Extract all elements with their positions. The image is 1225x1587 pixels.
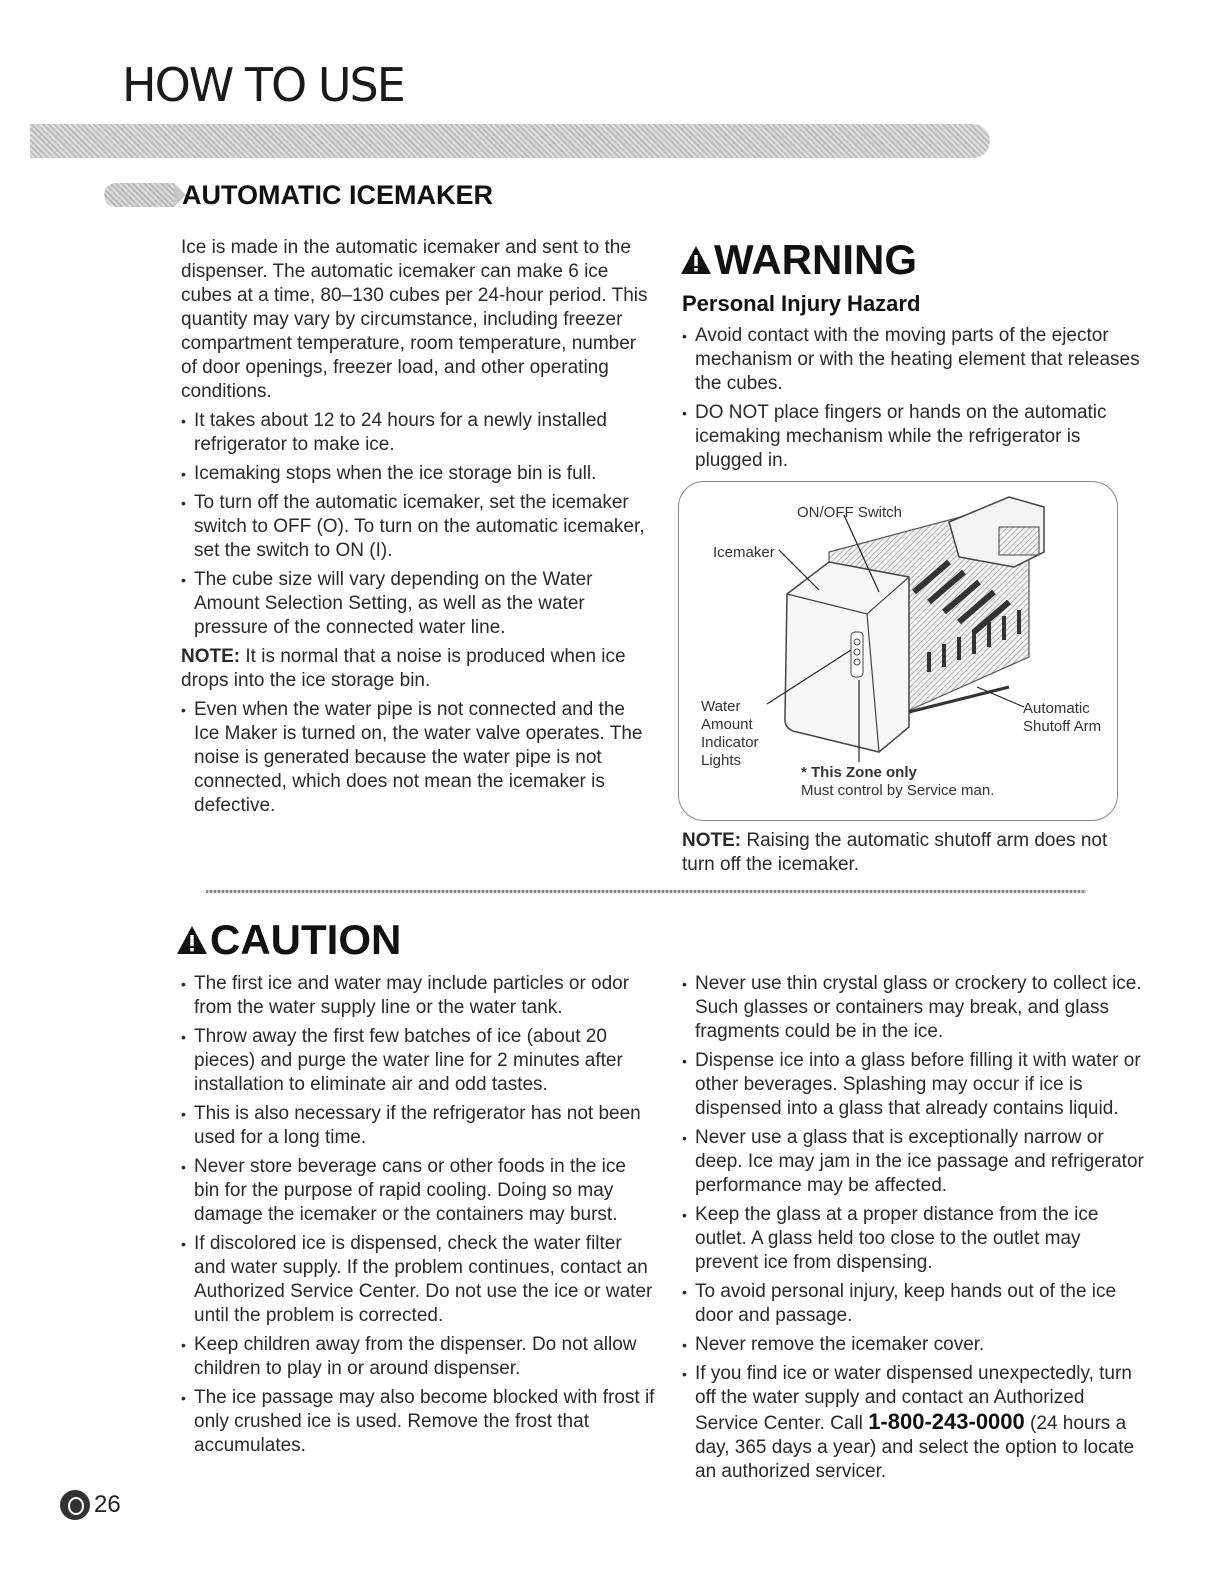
icemaker-heading: AUTOMATIC ICEMAKER xyxy=(182,180,493,210)
phone-number: 1-800-243-0000 xyxy=(868,1409,1025,1434)
list-item xyxy=(682,1362,1147,1484)
icemaker-bullets-2 xyxy=(181,698,651,818)
list-item: • To avoid personal injury, keep hands out of the ice door and passage. xyxy=(682,1280,1147,1328)
list-item: • Even when the water pipe is not connected and the Ice Maker is turned on, the water valve operates. The noise is generated because the water pipe is not connected, which does not mean the icemaker is defective. xyxy=(181,698,651,818)
icemaker-bullets xyxy=(181,409,651,640)
warning-triangle-icon xyxy=(680,245,712,275)
list-item: • The cube size will vary depending on the Water Amount Selection Setting, as well as the water pressure of the connected water line. xyxy=(181,568,651,640)
list-item: • Keep children away from the dispenser. Do not allow children to play in or around dispenser. xyxy=(181,1333,656,1381)
list-item: • Dispense ice into a glass before filling it with water or other beverages. Splashing may occur if ice is dispensed into a glass that already contains liquid. xyxy=(682,1049,1147,1121)
label-line: Indicator xyxy=(701,734,759,751)
diagram-note xyxy=(682,829,1112,877)
note-text: It is normal that a noise is produced when ice drops into the ice storage bin. xyxy=(181,646,626,691)
list-item: • Keep the glass at a proper distance from the ice outlet. A glass held too close to the outlet may prevent ice from dispensing. xyxy=(682,1203,1147,1275)
list-item: • If discolored ice is dispensed, check the water filter and water supply. If the problem continues, contact an Authorized Service Center. Do not use the ice or water until the problem is corrected. xyxy=(181,1232,656,1328)
icemaker-body xyxy=(181,236,651,823)
warning-triangle-icon xyxy=(176,925,208,955)
caution-title-text: CAUTION xyxy=(210,916,402,963)
list-item: • DO NOT place fingers or hands on the automatic icemaking mechanism while the refrigerator is plugged in. xyxy=(682,401,1142,473)
caution-left-bullets xyxy=(181,972,656,1458)
lg-logo-icon xyxy=(60,1490,90,1520)
page-footer xyxy=(60,1490,121,1520)
warning-title-text: WARNING xyxy=(714,236,917,283)
section-title: HOW TO USE xyxy=(122,58,404,112)
page-number: 26 xyxy=(94,1491,121,1518)
list-item: • This is also necessary if the refrigerator has not been used for a long time. xyxy=(181,1102,656,1150)
zone-text: Must control by Service man. xyxy=(801,782,995,799)
zone-title: * This Zone only xyxy=(801,764,917,781)
caution-right-column xyxy=(682,972,1147,1489)
list-item: • It takes about 12 to 24 hours for a newly installed refrigerator to make ice. xyxy=(181,409,651,457)
warning-body xyxy=(682,324,1142,478)
label-water-amount xyxy=(701,698,759,770)
list-item: • Never use thin crystal glass or crockery to collect ice. Such glasses or containers may break, and glass fragments could be in the ice. xyxy=(682,972,1147,1044)
list-item: • Never remove the icemaker cover. xyxy=(682,1333,1147,1357)
list-item: • The first ice and water may include particles or odor from the water supply line or the water tank. xyxy=(181,972,656,1020)
label-line: Water xyxy=(701,698,741,715)
list-item: • Throw away the first few batches of ice (about 20 pieces) and purge the water line for 2 minutes after installation to eliminate air and odd tastes. xyxy=(181,1025,656,1097)
caution-left-column xyxy=(181,972,656,1463)
label-shutoff-arm xyxy=(1023,700,1101,736)
icemaker-note xyxy=(181,645,651,693)
list-item: • To turn off the automatic icemaker, set the icemaker switch to OFF (O). To turn on the automatic icemaker, set the switch to ON (I). xyxy=(181,491,651,563)
label-line: Lights xyxy=(701,752,742,769)
label-icemaker: Icemaker xyxy=(713,544,775,561)
divider xyxy=(206,890,1086,893)
label-line: Automatic xyxy=(1023,700,1090,717)
warning-subtitle: Personal Injury Hazard xyxy=(682,291,921,316)
list-item: • The ice passage may also become blocked with frost if only crushed ice is used. Remove the frost that accumulates. xyxy=(181,1386,656,1458)
warning-title xyxy=(680,236,917,284)
caution-title xyxy=(176,916,401,964)
heading-marker xyxy=(104,183,174,207)
warning-bullets xyxy=(682,324,1142,473)
label-line: Shutoff Arm xyxy=(1023,718,1102,735)
list-item: • Icemaking stops when the ice storage bin is full. xyxy=(181,462,651,486)
label-onoff-switch: ON/OFF Switch xyxy=(797,504,903,521)
caution-right-bullets xyxy=(682,972,1147,1484)
note-label: NOTE: xyxy=(682,830,742,851)
bullet-text: If you find ice or water dispensed unexpectedly, turn off the water supply and contact an Authorized Service Center. Call xyxy=(695,1363,1132,1434)
list-item: • Never store beverage cans or other foods in the ice bin for the purpose of rapid cooling. Doing so may damage the icemaker or the containers may burst. xyxy=(181,1155,656,1227)
note-label: NOTE: xyxy=(181,646,241,667)
bullet-text: (24 hours a day, 365 days a year) and select the option to locate an authorized servicer. xyxy=(695,1413,1135,1482)
header-band xyxy=(30,124,990,158)
icemaker-diagram xyxy=(678,481,1118,821)
list-item: • Never use a glass that is exceptionally narrow or deep. Ice may jam in the ice passage and refrigerator performance may be affected. xyxy=(682,1126,1147,1198)
note-text: Raising the automatic shutoff arm does not turn off the icemaker. xyxy=(682,830,1108,875)
list-item: • Avoid contact with the moving parts of the ejector mechanism or with the heating element that releases the cubes. xyxy=(682,324,1142,396)
label-line: Amount xyxy=(701,716,753,733)
icemaker-intro: Ice is made in the automatic icemaker and sent to the dispenser. The automatic icemaker can make 6 ice cubes at a time, 80–130 cubes per 24-hour period. This quantity may vary by circumstance, including freezer compartment temperature, room temperature, number of door openings, freezer load, and other operating conditions. xyxy=(181,237,648,402)
